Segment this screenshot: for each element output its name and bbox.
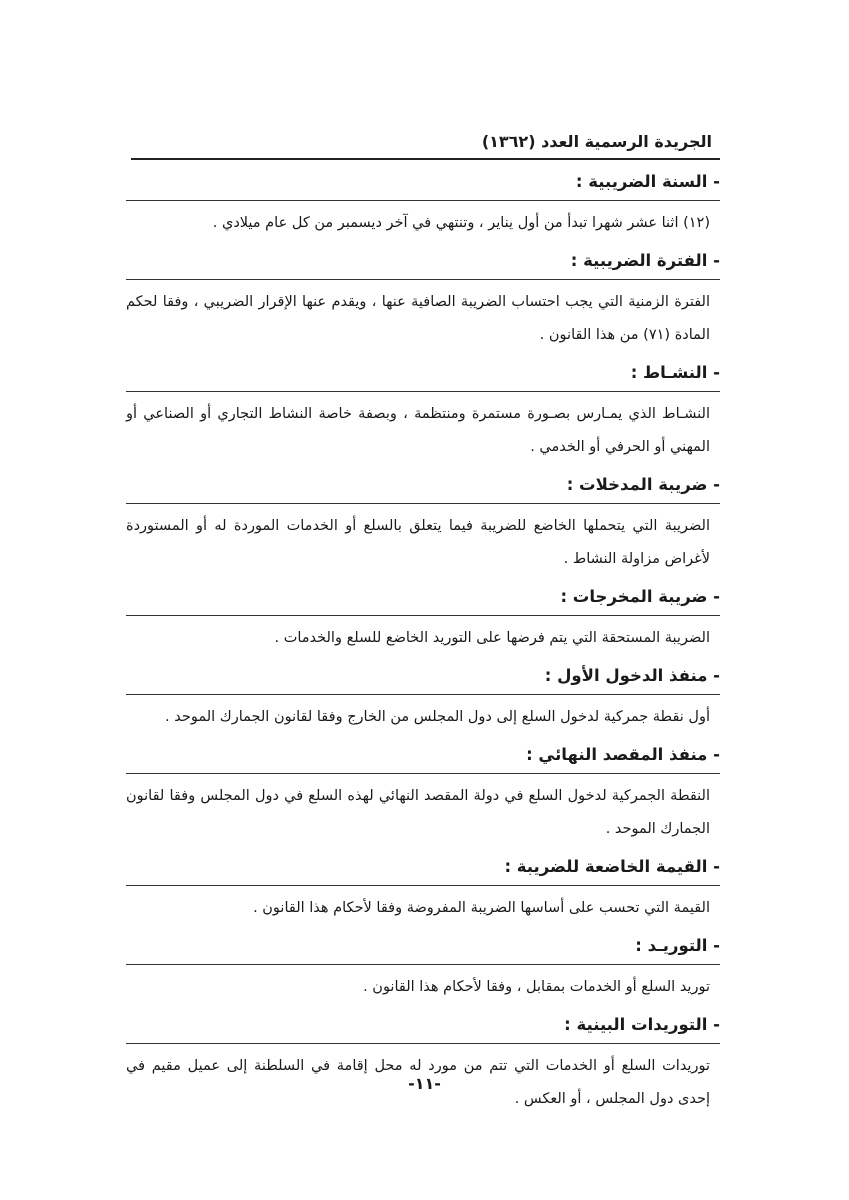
term-heading: - منفذ المقصد النهائي :: [526, 745, 720, 764]
term-definition: النقطة الجمركية لدخول السلع في دولة المقصد النهائي لهذه السلع في دول المجلس وفقا لقانون الجمارك الموحد .: [126, 788, 710, 837]
definition-entry-output-tax: [126, 580, 720, 655]
term-heading: - ضريبة المخرجات :: [560, 587, 720, 606]
definition-entry-intra-gcc-supplies: [126, 1008, 720, 1116]
definition-entry-tax-year: [126, 165, 720, 240]
definition-entry-taxable-value: [126, 850, 720, 925]
term-divider: [126, 200, 720, 201]
term-heading: - التوريدات البينية :: [564, 1015, 720, 1034]
term-heading: - منفذ الدخول الأول :: [544, 666, 720, 685]
term-divider: [126, 694, 720, 695]
definition-entry-final-destination-point: [126, 738, 720, 846]
term-heading: - القيمة الخاضعة للضريبة :: [504, 857, 720, 876]
term-heading: - ضريبة المدخلات :: [566, 475, 720, 494]
page-number: -١١-: [408, 1074, 441, 1093]
term-divider: [126, 885, 720, 886]
term-divider: [126, 391, 720, 392]
term-definition: أول نقطة جمركية لدخول السلع إلى دول المجلس من الخارج وفقا لقانون الجمارك الموحد .: [165, 709, 710, 725]
term-divider: [126, 964, 720, 965]
term-definition: توريدات السلع أو الخدمات التي تتم من مورد له محل إقامة في السلطنة إلى عميل مقيم في إحدى دول المجلس ، أو العكس .: [126, 1058, 710, 1107]
definition-entry-first-entry-point: [126, 659, 720, 734]
term-heading: - السنة الضريبية :: [575, 172, 720, 191]
term-divider: [126, 1043, 720, 1044]
definition-entry-tax-period: [126, 244, 720, 352]
term-heading: - الفترة الضريبية :: [570, 251, 720, 270]
term-heading: - النشـاط :: [630, 363, 720, 382]
term-heading: - التوريـد :: [635, 936, 720, 955]
term-definition: الضريبة التي يتحملها الخاضع للضريبة فيما يتعلق بالسلع أو الخدمات الموردة له أو المستوردة لأغراض مزاولة النشاط .: [126, 518, 710, 567]
term-divider: [126, 615, 720, 616]
definitions-list: [126, 165, 720, 1120]
definition-entry-supply: [126, 929, 720, 1004]
term-definition: (١٢) اثنا عشر شهرا تبدأ من أول يناير ، وتنتهي في آخر ديسمبر من كل عام ميلادي .: [212, 215, 710, 231]
term-divider: [126, 503, 720, 504]
term-definition: توريد السلع أو الخدمات بمقابل ، وفقا لأحكام هذا القانون .: [363, 979, 710, 995]
term-divider: [126, 773, 720, 774]
term-divider: [126, 279, 720, 280]
definition-entry-input-tax: [126, 468, 720, 576]
term-definition: النشـاط الذي يمـارس بصـورة مستمرة ومنتظمة ، وبصفة خاصة النشاط التجاري أو الصناعي أو المهني أو الحرفي أو الخدمي .: [126, 406, 710, 455]
header-divider: [131, 158, 720, 160]
definition-entry-activity: [126, 356, 720, 464]
journal-header-title: الجريدة الرسمية العدد (١٣٦٢): [481, 132, 712, 151]
term-definition: الفترة الزمنية التي يجب احتساب الضريبة الصافية عنها ، ويقدم عنها الإقرار الضريبي ، وفقا لحكم المادة (٧١) من هذا القانون .: [126, 294, 710, 343]
term-definition: الضريبة المستحقة التي يتم فرضها على التوريد الخاضع للسلع والخدمات .: [274, 630, 710, 646]
term-definition: القيمة التي تحسب على أساسها الضريبة المفروضة وفقا لأحكام هذا القانون .: [253, 900, 710, 916]
